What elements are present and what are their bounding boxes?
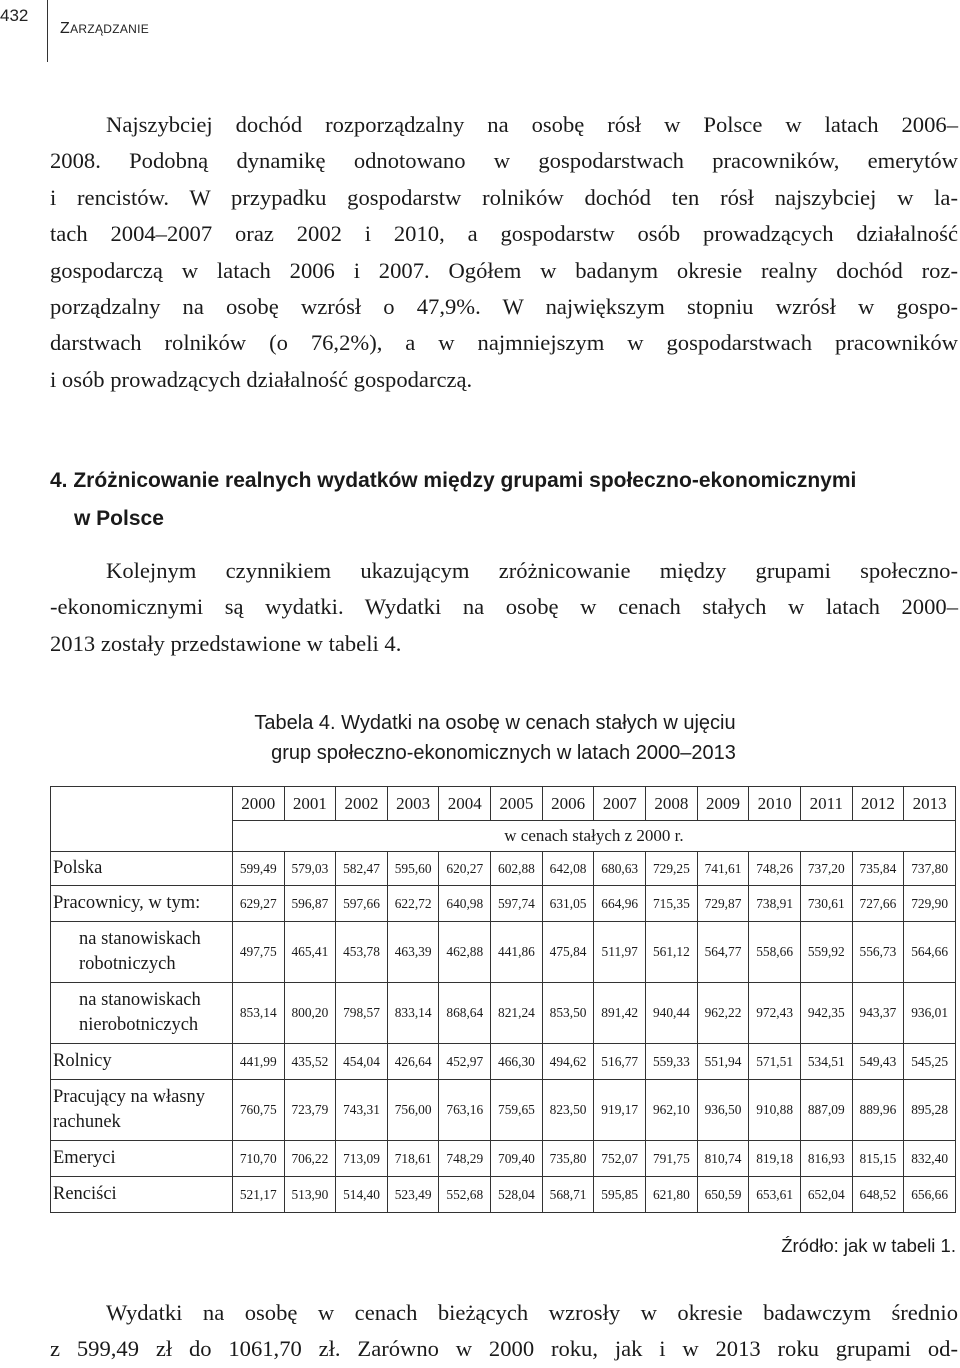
value-cell: 713,09: [336, 1141, 388, 1177]
value-cell: 629,27: [232, 886, 284, 922]
value-cell: 735,84: [852, 852, 904, 886]
value-cell: 559,92: [800, 922, 852, 983]
running-title-rest: ARZĄDZANIE: [70, 22, 150, 36]
row-label: Emeryci: [51, 1141, 233, 1177]
value-cell: 441,86: [491, 922, 543, 983]
paragraph-line: gospodarczą w latach 2006 i 2007. Ogółem w badanym okresie realny dochód roz-: [50, 257, 958, 283]
value-cell: 549,43: [852, 1044, 904, 1080]
paragraph-line: Wydatki na osobę w cenach bieżących wzrosły w okresie badawczym średnio: [106, 1300, 958, 1325]
row-label: Rolnicy: [51, 1044, 233, 1080]
value-cell: 735,80: [542, 1141, 594, 1177]
value-cell: 889,96: [852, 1080, 904, 1141]
value-cell: 556,73: [852, 922, 904, 983]
value-cell: 791,75: [646, 1141, 698, 1177]
value-cell: 648,52: [852, 1177, 904, 1213]
paragraph-line: Najszybciej dochód rozporządzalny na osobę rósł w Polsce w latach 2006–: [106, 112, 958, 137]
value-cell: 756,00: [387, 1080, 439, 1141]
paragraph-line: porządzalny na osobę wzrósł o 47,9%. W największym stopniu wzrósł w gospo-: [50, 294, 958, 320]
paragraph-line: z 599,49 zł do 1061,70 zł. Zarówno w 2000 roku, jak i w 2013 roku grupami od-: [50, 1336, 958, 1362]
row-label: Pracownicy, w tym:: [51, 886, 233, 922]
value-cell: 552,68: [439, 1177, 491, 1213]
value-cell: 514,40: [336, 1177, 388, 1213]
value-cell: 819,18: [749, 1141, 801, 1177]
value-cell: 595,85: [594, 1177, 646, 1213]
value-cell: 895,28: [904, 1080, 956, 1141]
value-cell: 821,24: [491, 983, 543, 1044]
year-header-cell: 2012: [852, 787, 904, 821]
value-cell: 596,87: [284, 886, 336, 922]
value-cell: 597,66: [336, 886, 388, 922]
value-cell: 910,88: [749, 1080, 801, 1141]
year-header-cell: 2011: [800, 787, 852, 821]
value-cell: 737,80: [904, 852, 956, 886]
value-cell: 853,50: [542, 983, 594, 1044]
value-cell: 650,59: [697, 1177, 749, 1213]
value-cell: 462,88: [439, 922, 491, 983]
expenses-table: [50, 786, 956, 1213]
value-cell: 561,12: [646, 922, 698, 983]
year-header-cell: 2005: [491, 787, 543, 821]
corner-cell: [51, 787, 233, 852]
value-cell: 558,66: [749, 922, 801, 983]
paragraph-expenses: [50, 553, 958, 662]
value-cell: 664,96: [594, 886, 646, 922]
value-cell: 640,98: [439, 886, 491, 922]
value-cell: 516,77: [594, 1044, 646, 1080]
paragraph-income: [50, 107, 958, 398]
paragraph-line: i rencistów. W przypadku gospodarstw rolników dochód ten rósł najszybciej w la-: [50, 184, 958, 210]
value-cell: 441,99: [232, 1044, 284, 1080]
value-cell: 656,66: [904, 1177, 956, 1213]
paragraph-line: Kolejnym czynnikiem ukazującym zróżnicowanie między grupami społeczno-: [106, 558, 958, 583]
value-cell: 936,01: [904, 983, 956, 1044]
year-header-cell: 2007: [594, 787, 646, 821]
value-cell: 962,10: [646, 1080, 698, 1141]
paragraph-current-prices: [50, 1295, 958, 1368]
table-row: [51, 1080, 956, 1141]
year-header-cell: 2008: [646, 787, 698, 821]
row-label: Renciści: [51, 1177, 233, 1213]
value-cell: 622,72: [387, 886, 439, 922]
header-divider: [47, 0, 48, 62]
table-row: [51, 1177, 956, 1213]
year-header-cell: 2001: [284, 787, 336, 821]
page-number: 432: [0, 6, 29, 25]
table-caption: Tabela 4. Wydatki na osobę w cenach stałych w ujęciu: [254, 712, 736, 734]
value-cell: 748,29: [439, 1141, 491, 1177]
value-cell: 800,20: [284, 983, 336, 1044]
value-cell: 737,20: [800, 852, 852, 886]
value-cell: 815,15: [852, 1141, 904, 1177]
year-header-row: [51, 787, 956, 821]
paragraph-line: 2013 zostały przedstawione w tabeli 4.: [50, 630, 402, 656]
value-cell: 723,79: [284, 1080, 336, 1141]
section-heading-line: 4. Zróżnicowanie realnych wydatków między grupami społeczno-ekonomicznymi: [50, 469, 857, 492]
year-header-cell: 2003: [387, 787, 439, 821]
value-cell: 597,74: [491, 886, 543, 922]
value-cell: 652,04: [800, 1177, 852, 1213]
value-cell: 466,30: [491, 1044, 543, 1080]
value-cell: 936,50: [697, 1080, 749, 1141]
year-header-cell: 2002: [336, 787, 388, 821]
value-cell: 564,77: [697, 922, 749, 983]
value-cell: 741,61: [697, 852, 749, 886]
table-caption-subtitle: grup społeczno-ekonomicznych w latach 2000–2013: [271, 742, 736, 764]
year-header-cell: 2010: [749, 787, 801, 821]
value-cell: 465,41: [284, 922, 336, 983]
value-cell: 823,50: [542, 1080, 594, 1141]
value-cell: 534,51: [800, 1044, 852, 1080]
value-cell: 972,43: [749, 983, 801, 1044]
year-header-cell: 2000: [232, 787, 284, 821]
table-row: [51, 886, 956, 922]
table-row: [51, 1044, 956, 1080]
paragraph-line: -ekonomicznymi są wydatki. Wydatki na osobę w cenach stałych w latach 2000–: [50, 594, 958, 620]
value-cell: 760,75: [232, 1080, 284, 1141]
paragraph-line: 2008. Podobną dynamikę odnotowano w gospodarstwach pracowników, emerytów: [50, 148, 958, 174]
value-cell: 426,64: [387, 1044, 439, 1080]
year-header-cell: 2004: [439, 787, 491, 821]
table-row: [51, 1141, 956, 1177]
year-header-cell: 2009: [697, 787, 749, 821]
value-cell: 832,40: [904, 1141, 956, 1177]
value-cell: 729,90: [904, 886, 956, 922]
value-cell: 887,09: [800, 1080, 852, 1141]
value-cell: 564,66: [904, 922, 956, 983]
value-cell: 727,66: [852, 886, 904, 922]
paragraph-line: darstwach rolników (o 76,2%), a w najmniejszym w gospodarstwach pracowników: [50, 330, 958, 356]
value-cell: 919,17: [594, 1080, 646, 1141]
running-title-initial: Z: [60, 20, 71, 37]
value-cell: 571,51: [749, 1044, 801, 1080]
value-cell: 718,61: [387, 1141, 439, 1177]
value-cell: 579,03: [284, 852, 336, 886]
value-cell: 620,27: [439, 852, 491, 886]
value-cell: 729,87: [697, 886, 749, 922]
value-cell: 452,97: [439, 1044, 491, 1080]
value-cell: 738,91: [749, 886, 801, 922]
value-cell: 706,22: [284, 1141, 336, 1177]
value-cell: 816,93: [800, 1141, 852, 1177]
value-cell: 759,65: [491, 1080, 543, 1141]
value-cell: 454,04: [336, 1044, 388, 1080]
value-cell: 582,47: [336, 852, 388, 886]
value-cell: 599,49: [232, 852, 284, 886]
year-header-cell: 2006: [542, 787, 594, 821]
value-cell: 833,14: [387, 983, 439, 1044]
section-heading-line: w Polsce: [74, 507, 164, 530]
value-cell: 715,35: [646, 886, 698, 922]
table-row: [51, 922, 956, 983]
value-cell: 729,25: [646, 852, 698, 886]
value-cell: 545,25: [904, 1044, 956, 1080]
value-cell: 653,61: [749, 1177, 801, 1213]
value-cell: 521,17: [232, 1177, 284, 1213]
value-cell: 435,52: [284, 1044, 336, 1080]
value-cell: 513,90: [284, 1177, 336, 1213]
paragraph-line: i osób prowadzących działalność gospodarczą.: [50, 366, 473, 392]
value-cell: 497,75: [232, 922, 284, 983]
value-cell: 463,39: [387, 922, 439, 983]
year-header-cell: 2013: [904, 787, 956, 821]
value-cell: 559,33: [646, 1044, 698, 1080]
value-cell: 453,78: [336, 922, 388, 983]
value-cell: 752,07: [594, 1141, 646, 1177]
value-cell: 475,84: [542, 922, 594, 983]
paragraph-line: tach 2004–2007 oraz 2002 i 2010, a gospodarstw osób prowadzących działalność: [50, 221, 958, 247]
value-cell: 528,04: [491, 1177, 543, 1213]
value-cell: 494,62: [542, 1044, 594, 1080]
value-cell: 511,97: [594, 922, 646, 983]
value-cell: 709,40: [491, 1141, 543, 1177]
row-label: Pracujący na własny rachunek: [51, 1080, 233, 1141]
value-cell: 743,31: [336, 1080, 388, 1141]
row-label: na stanowiskach robotniczych: [51, 922, 233, 983]
unit-note: w cenach stałych z 2000 r.: [232, 821, 955, 852]
value-cell: 810,74: [697, 1141, 749, 1177]
table-source: Źródło: jak w tabeli 1.: [781, 1235, 956, 1256]
value-cell: 763,16: [439, 1080, 491, 1141]
value-cell: 551,94: [697, 1044, 749, 1080]
value-cell: 943,37: [852, 983, 904, 1044]
value-cell: 642,08: [542, 852, 594, 886]
value-cell: 631,05: [542, 886, 594, 922]
row-label: na stanowiskach nierobotniczych: [51, 983, 233, 1044]
value-cell: 853,14: [232, 983, 284, 1044]
section-heading: [50, 462, 958, 538]
table-row: [51, 852, 956, 886]
row-label: Polska: [51, 852, 233, 886]
value-cell: 602,88: [491, 852, 543, 886]
value-cell: 523,49: [387, 1177, 439, 1213]
value-cell: 621,80: [646, 1177, 698, 1213]
value-cell: 730,61: [800, 886, 852, 922]
table-row: [51, 983, 956, 1044]
value-cell: 798,57: [336, 983, 388, 1044]
value-cell: 680,63: [594, 852, 646, 886]
value-cell: 940,44: [646, 983, 698, 1044]
value-cell: 748,26: [749, 852, 801, 886]
running-title: [60, 20, 149, 38]
value-cell: 710,70: [232, 1141, 284, 1177]
value-cell: 568,71: [542, 1177, 594, 1213]
value-cell: 868,64: [439, 983, 491, 1044]
value-cell: 891,42: [594, 983, 646, 1044]
value-cell: 595,60: [387, 852, 439, 886]
value-cell: 942,35: [800, 983, 852, 1044]
value-cell: 962,22: [697, 983, 749, 1044]
